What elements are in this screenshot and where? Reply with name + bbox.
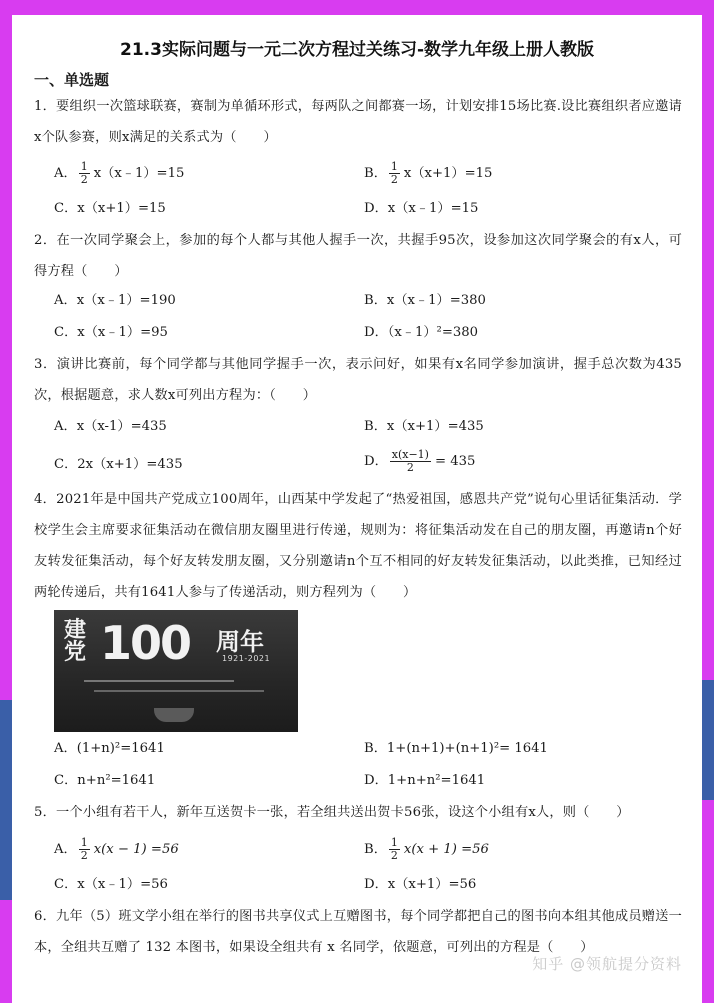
q4-option-c: C．n+n²=1641 [54,773,156,788]
q3-option-c: C．2x（x+1）=435 [54,457,183,472]
q5-option-b: B． $\frac{1}{2}$ x(x + 1) =56 [364,836,489,862]
question-3: 3．演讲比赛前，每个同学都与其他同学握手一次，表示问好，如果有x名同学参加演讲，握手总次数为435次，根据题意，求人数x可列出方程为：（ ） [34,357,682,403]
q1-a-fraction: $\frac{1}{2}$ [80,160,88,186]
q3-option-b: B．x（x+1）=435 [364,419,484,434]
page-title: 21.3实际问题与一元二次方程过关练习-数学九年级上册人教版 [120,40,594,60]
question-4: 4．2021年是中国共产党成立100周年，山西某中学发起了“热爱祖国，感恩共产党”说句心里话征集活动．学校学生会主席要求征集活动在微信朋友圈里进行传递，规则为：将征集活动发在自己的朋友圈，再邀请n个好友转发征集活动，每个好友转发朋友圈，又分别邀请n个互不相同的好友转发征集活动，以此类推，已知经过两轮传递后，共有1641人参与了传递活动，则方程列为（ ） [34,492,682,600]
zhihu-watermark: 知乎 @领航提分资料 [532,955,682,973]
q5-b-fraction: $\frac{1}{2}$ [390,836,398,862]
question-2: 2．在一次同学聚会上，参加的每个人都与其他人握手一次，共握手95次，设参加这次同学聚会的有x人，可得方程（ ） [34,233,682,279]
q1-option-a: A． $\frac{1}{2}$ x（x﹣1）=15 [54,160,185,186]
q2-option-a: A．x（x﹣1）=190 [54,293,176,308]
q3-option-d: D． $\frac{x(x-1)}{2}$ = 435 [364,448,476,474]
q4-option-d: D．1+n+n²=1641 [364,773,486,788]
q3-d-fraction: $\frac{x(x-1)}{2}$ [391,448,429,474]
right-edge-bar [702,680,714,800]
q5-option-a: A． $\frac{1}{2}$ x(x − 1) =56 [54,836,179,862]
q5-a-fraction: $\frac{1}{2}$ [80,836,88,862]
party-anniversary-photo: 建党 100 周年 1921-2021 [54,610,298,732]
q4-option-b: B．1+(n+1)+(n+1)²= 1641 [364,741,548,756]
q2-option-b: B．x（x﹣1）=380 [364,293,486,308]
q1-option-d: D．x（x﹣1）=15 [364,201,479,216]
worksheet-page [12,15,702,1003]
q3-option-a: A．x（x-1）=435 [54,419,167,434]
q1-option-c: C．x（x+1）=15 [54,201,166,216]
q2-option-c: C．x（x﹣1）=95 [54,325,168,340]
left-edge-bar [0,700,12,900]
q1-b-fraction: $\frac{1}{2}$ [390,160,398,186]
section-heading: 一、单选题 [34,71,110,89]
question-6: 6．九年（5）班文学小组在举行的图书共享仪式上互赠图书，每个同学都把自己的图书向本组其他成员赠送一本，全组共互赠了 132 本图书，如果设全组共有 x 名同学，依题意，可列出的方程是（ ） [34,909,682,955]
question-1: 1．要组织一次篮球联赛，赛制为单循环形式，每两队之间都赛一场，计划安排15场比赛.设比赛组织者应邀请x个队参赛，则x满足的关系式为（ ） [34,99,682,145]
q1-option-b: B． $\frac{1}{2}$ x（x+1）=15 [364,160,493,186]
q4-option-a: A．(1+n)²=1641 [54,741,165,756]
q5-option-d: D．x（x+1）=56 [364,877,477,892]
question-5: 5．一个小组有若干人，新年互送贺卡一张，若全组共送出贺卡56张，设这个小组有x人，则（ ） [34,805,630,820]
q5-option-c: C．x（x﹣1）=56 [54,877,168,892]
q2-option-d: D．（x﹣1）²=380 [364,325,479,340]
